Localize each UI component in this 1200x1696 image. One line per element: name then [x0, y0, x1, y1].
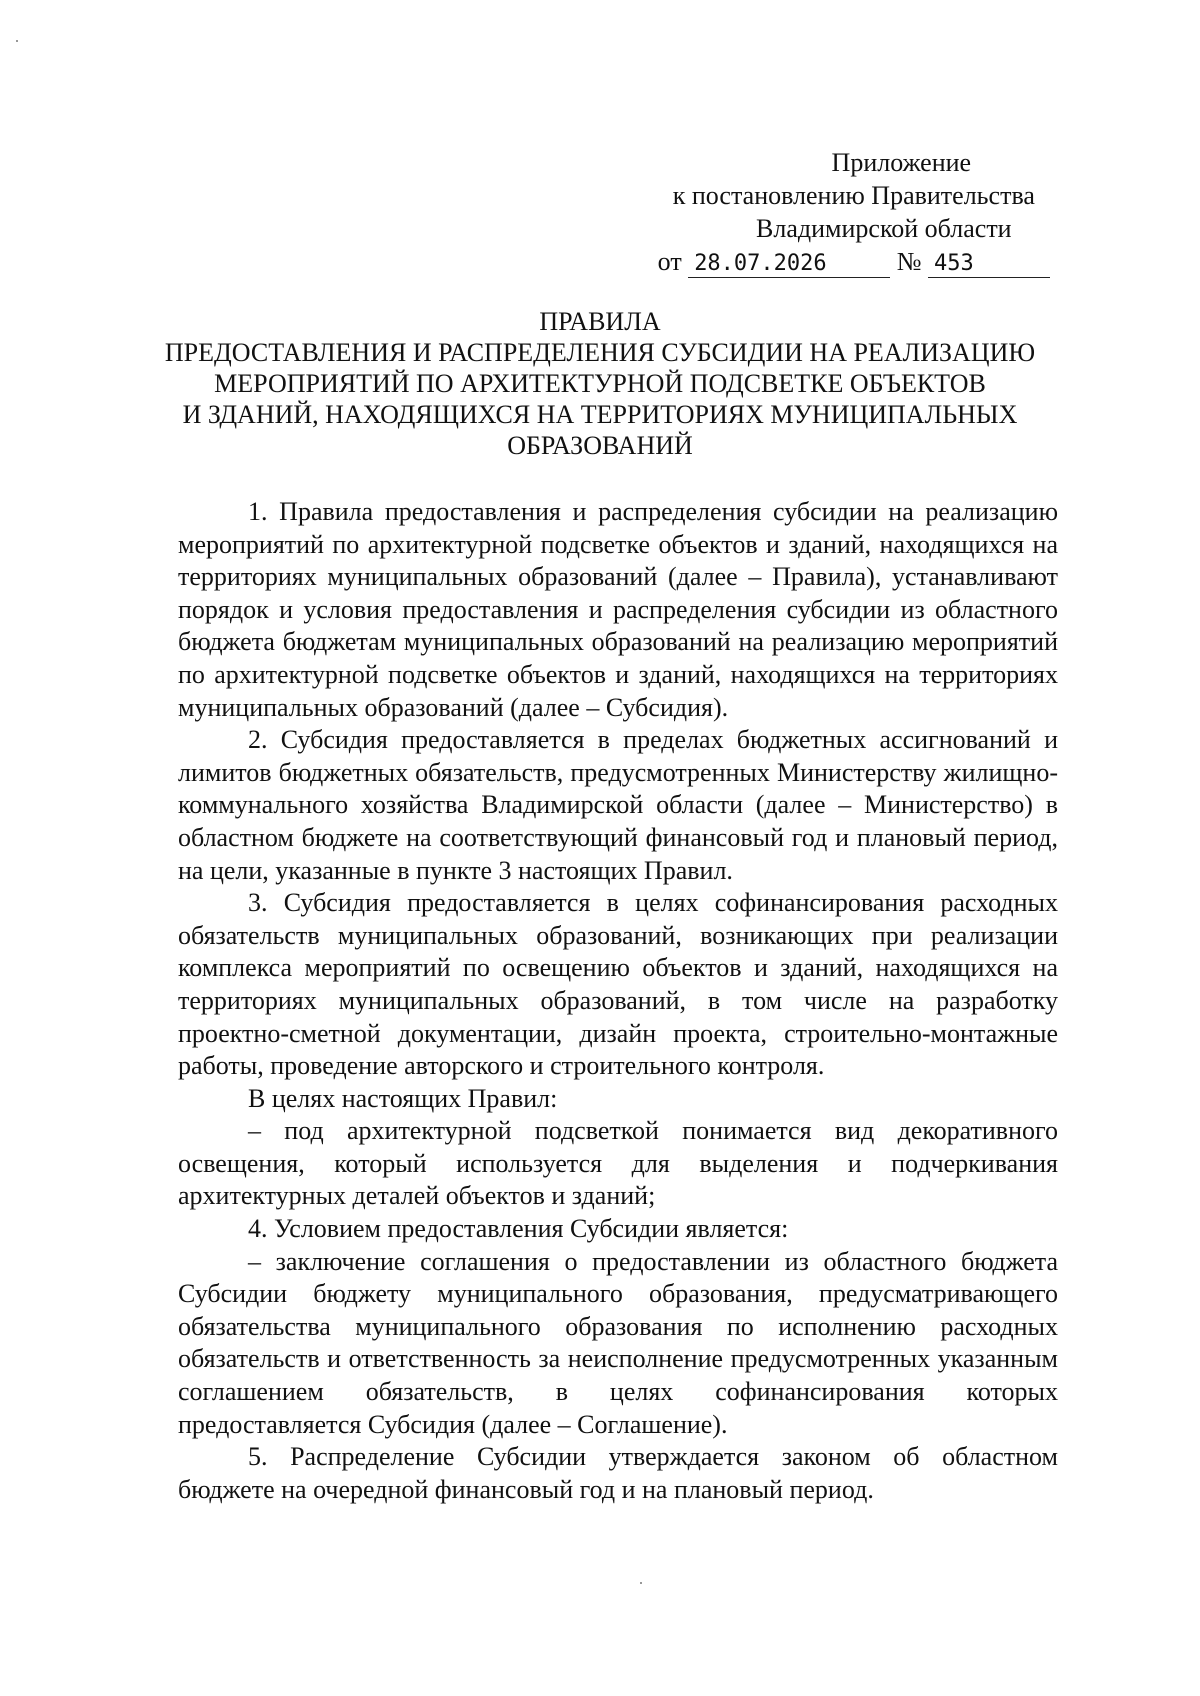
appendix-region: Владимирской области — [756, 214, 1012, 243]
document-title — [150, 306, 1050, 461]
resolution-date: 28.07.2026 — [688, 251, 890, 278]
appendix-label: Приложение — [831, 148, 972, 177]
paragraph-definition-item: – под архитектурной подсветкой понимается вид декоративного освещения, который используется для выделения и подчеркивания архитектурных деталей объектов и зданий; — [178, 1116, 1058, 1211]
title-line-4: И ЗДАНИЙ, НАХОДЯЩИХСЯ НА ТЕРРИТОРИЯХ МУНИЦИПАЛЬНЫХ — [182, 400, 1018, 429]
appendix-resolution: к постановлению Правительства — [672, 181, 1035, 210]
resolution-number: 453 — [928, 251, 1050, 278]
scan-speck — [16, 40, 18, 42]
title-line-5: ОБРАЗОВАНИЙ — [507, 431, 693, 460]
paragraph-definitions-intro: В целях настоящих Правил: — [248, 1083, 558, 1113]
appendix-date-number — [658, 245, 1050, 278]
title-line-1: ПРАВИЛА — [539, 307, 661, 336]
paragraph-5: 5. Распределение Субсидии утверждается законом об областном бюджете на очередной финансовый год и на плановый период. — [178, 1442, 1058, 1504]
paragraph-4: 4. Условием предоставления Субсидии является: — [248, 1214, 789, 1244]
paragraph-2: 2. Субсидия предоставляется в пределах бюджетных ассигнований и лимитов бюджетных обязательств, предусмотренных Министерству жилищно-коммунального хозяйства Владимирской области (далее – Министерство) в областном бюджете на соответствующий финансовый год и плановый период, на цели, указанные в пункте 3 настоящих Правил. — [178, 725, 1058, 885]
scan-speck — [640, 1582, 642, 1584]
paragraph-3: 3. Субсидия предоставляется в целях софинансирования расходных обязательств муниципальных образований, возникающих при реализации комплекса мероприятий по освещению объектов и зданий, находящихся на территориях муниципальных образований, в том числе на разработку проектно-сметной документации, дизайн проекта, строительно-монтажные работы, проведение авторского и строительного контроля. — [178, 888, 1058, 1081]
paragraph-condition-item: – заключение соглашения о предоставлении из областного бюджета Субсидии бюджету муниципального образования, предусматривающего обязательства муниципального образования по исполнению расходных обязательств и ответственность за неисполнение предусмотренных указанным соглашением обязательств, в целях софинансирования которых предоставляется Субсидия (далее – Соглашение). — [178, 1246, 1058, 1439]
number-prefix: № — [896, 247, 922, 276]
title-line-3: МЕРОПРИЯТИЙ ПО АРХИТЕКТУРНОЙ ПОДСВЕТКЕ ОБЪЕКТОВ — [214, 369, 986, 398]
title-line-2: ПРЕДОСТАВЛЕНИЯ И РАСПРЕДЕЛЕНИЯ СУБСИДИИ НА РЕАЛИЗАЦИЮ — [164, 338, 1036, 367]
date-prefix: от — [657, 247, 682, 276]
paragraph-1: 1. Правила предоставления и распределения субсидии на реализацию мероприятий по архитектурной подсветке объектов и зданий, находящихся на территориях муниципальных образований (далее – Правила), устанавливают порядок и условия предоставления и распределения субсидии из областного бюджета бюджетам муниципальных образований на реализацию мероприятий по архитектурной подсветке объектов и зданий, находящихся на территориях муниципальных образований (далее – Субсидия). — [178, 497, 1058, 722]
document-body — [178, 496, 1058, 1506]
appendix-header — [658, 146, 1050, 278]
